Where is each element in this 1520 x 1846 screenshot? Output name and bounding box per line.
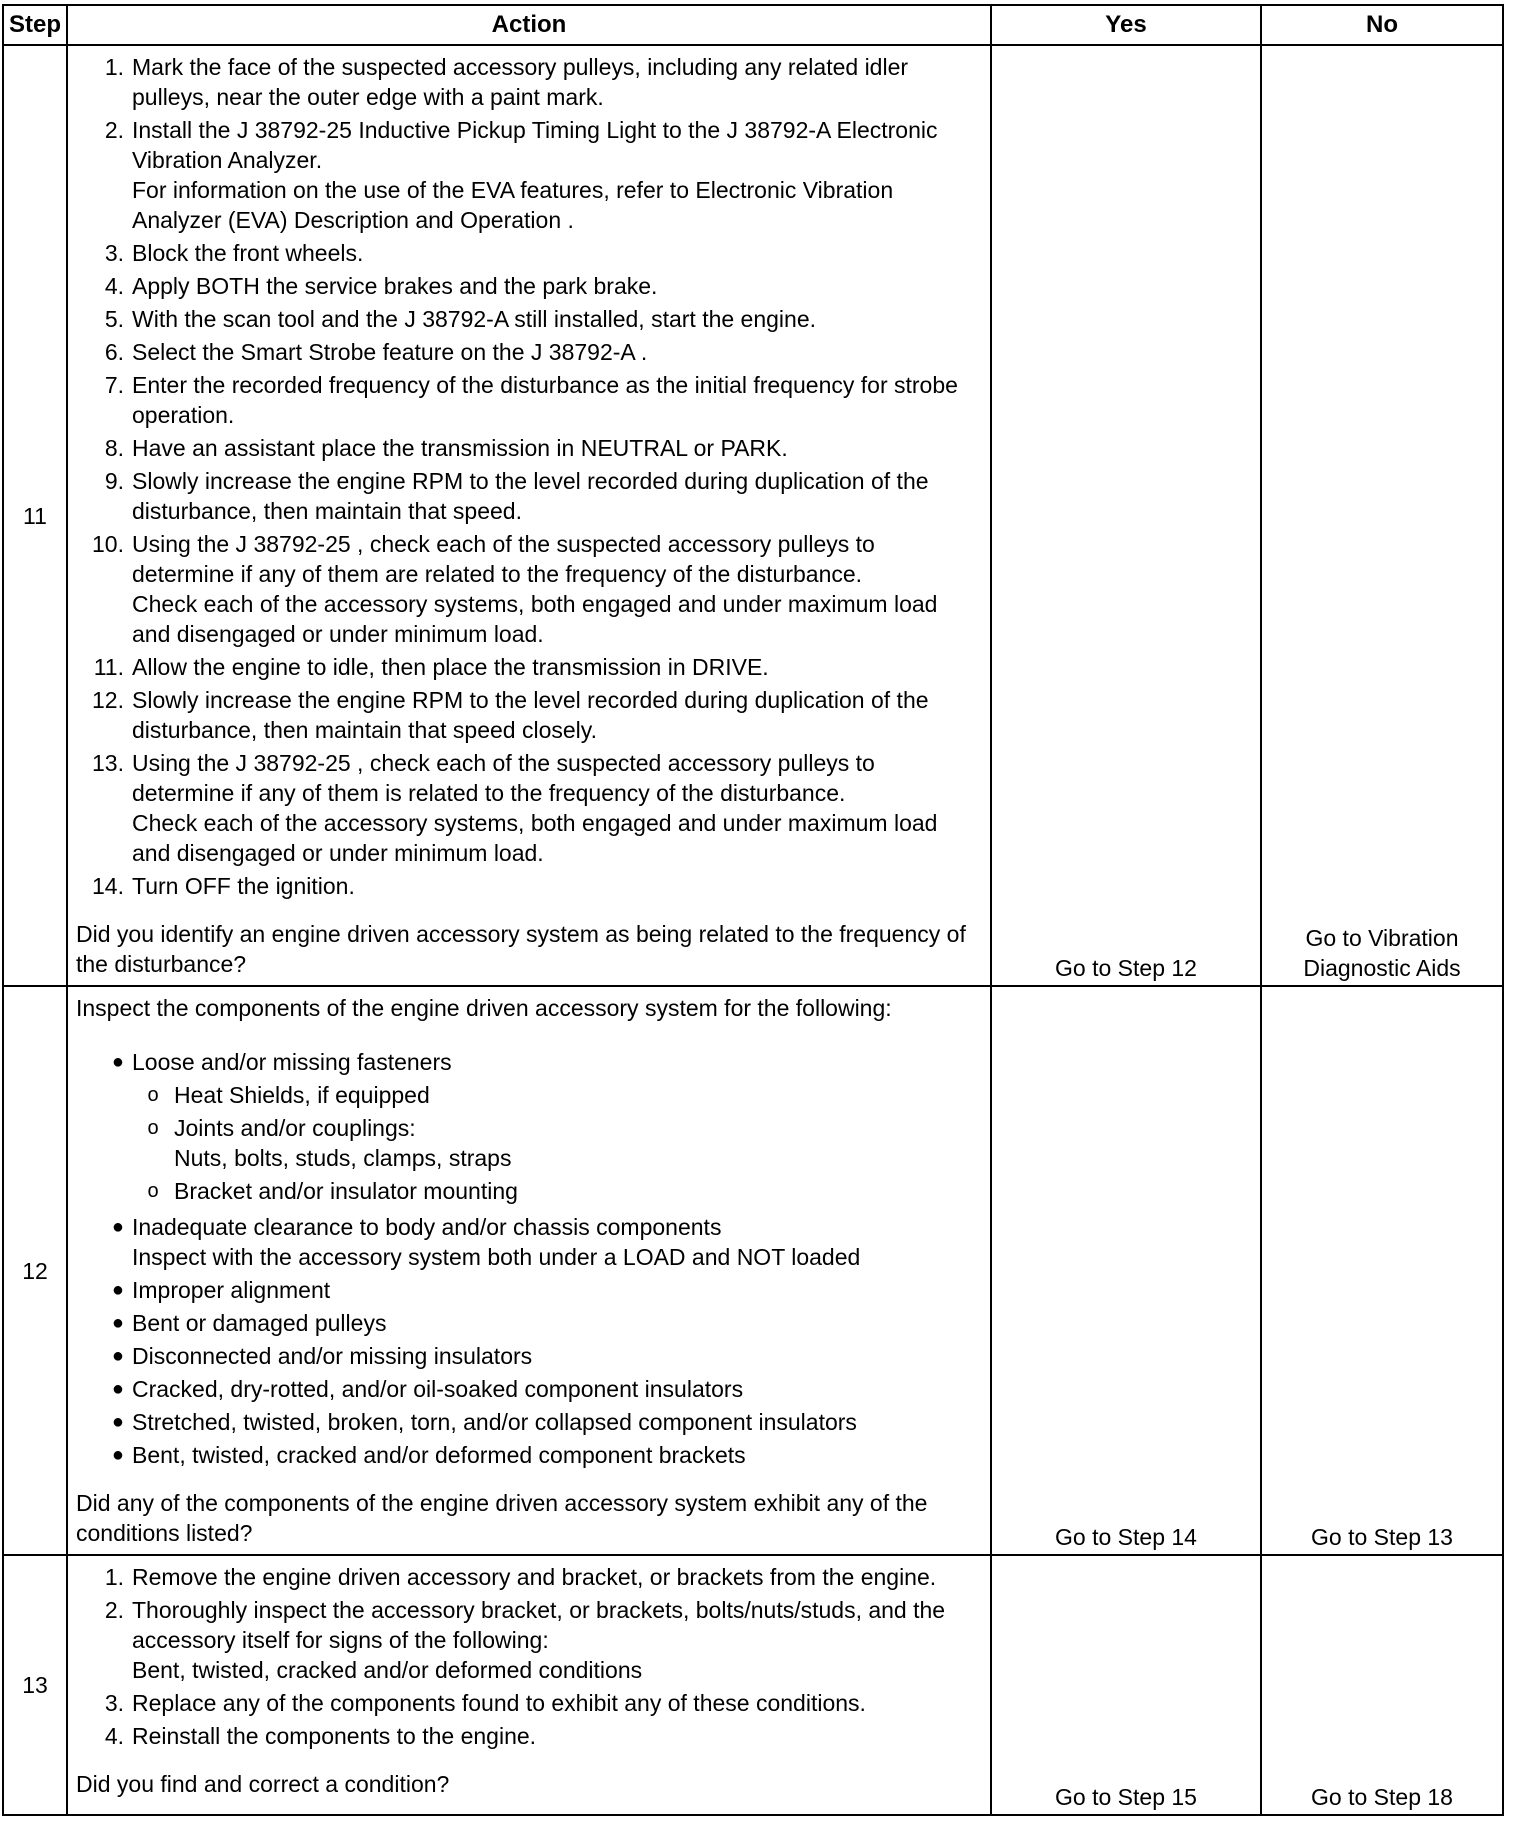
item-text: Enter the recorded frequency of the disturbance as the initial frequency for strobe operation.	[132, 372, 958, 428]
list-item	[76, 652, 976, 682]
list-item	[76, 52, 976, 112]
item-text: Stretched, twisted, broken, torn, and/or collapsed component insulators	[132, 1409, 857, 1435]
list-item	[76, 748, 976, 868]
step-number: 11	[3, 45, 67, 986]
header-step: Step	[3, 5, 67, 45]
sub-list-item	[132, 1113, 976, 1173]
list-item	[76, 1562, 976, 1592]
item-number: 12.	[92, 687, 124, 713]
condition-list	[76, 1047, 976, 1470]
list-item	[76, 685, 976, 745]
item-number: 6.	[104, 339, 124, 365]
item-text: Slowly increase the engine RPM to the level recorded during duplication of the disturbance, then maintain that speed.	[132, 468, 929, 524]
item-note: For information on the use of the EVA features, refer to Electronic Vibration Analyzer (EVA) Description and Operation .	[132, 177, 894, 233]
yes-cell	[991, 1555, 1261, 1815]
item-text: Using the J 38792-25 , check each of the suspected accessory pulleys to determine if any of them are related to the frequency of the disturbance.	[132, 531, 875, 587]
item-number: 2.	[104, 1597, 124, 1623]
list-item	[76, 271, 976, 301]
step-intro: Inspect the components of the engine driven accessory system for the following:	[76, 995, 892, 1021]
list-item	[76, 115, 976, 235]
item-text: Turn OFF the ignition.	[132, 873, 355, 899]
action-cell	[67, 986, 991, 1555]
sub-item-text: Heat Shields, if equipped	[174, 1082, 430, 1108]
no-cell	[1261, 45, 1503, 986]
list-item	[76, 238, 976, 268]
list-item	[76, 1047, 976, 1209]
list-item	[76, 1688, 976, 1718]
item-note: Bent, twisted, cracked and/or deformed conditions	[132, 1657, 643, 1683]
yes-target-link[interactable]: Go to Step 15	[1055, 1784, 1197, 1810]
item-number: 9.	[104, 468, 124, 494]
header-yes: Yes	[991, 5, 1261, 45]
bullet-icon: ●	[111, 1216, 124, 1238]
yes-cell	[991, 45, 1261, 986]
item-text: Reinstall the components to the engine.	[132, 1723, 537, 1749]
list-item	[76, 871, 976, 901]
step-question: Did any of the components of the engine driven accessory system exhibit any of the conditions listed?	[76, 1490, 928, 1546]
sub-list-item	[132, 1080, 976, 1110]
item-text: Remove the engine driven accessory and bracket, or brackets from the engine.	[132, 1564, 937, 1590]
list-item	[76, 1440, 976, 1470]
yes-target-link[interactable]: Go to Step 12	[1055, 955, 1197, 981]
step-number: 13	[3, 1555, 67, 1815]
list-item	[76, 1341, 976, 1371]
list-item	[76, 529, 976, 649]
item-text: Block the front wheels.	[132, 240, 364, 266]
item-note: Check each of the accessory systems, both engaged and under maximum load and disengaged or under minimum load.	[132, 591, 938, 647]
sub-item-text: Joints and/or couplings:	[174, 1115, 416, 1141]
table-row-step-11	[3, 45, 1503, 986]
hollow-bullet-icon: o	[147, 1084, 159, 1106]
list-item	[76, 1721, 976, 1751]
step-number: 12	[3, 986, 67, 1555]
item-number: 2.	[104, 117, 124, 143]
list-item	[76, 304, 976, 334]
item-text: Thoroughly inspect the accessory bracket, or brackets, bolts/nuts/studs, and the accessory itself for signs of the following:	[132, 1597, 946, 1653]
item-text: With the scan tool and the J 38792-A still installed, start the engine.	[132, 306, 817, 332]
list-item	[76, 1407, 976, 1437]
item-number: 8.	[104, 435, 124, 461]
table-row-step-12	[3, 986, 1503, 1555]
item-text: Allow the engine to idle, then place the transmission in DRIVE.	[132, 654, 769, 680]
item-number: 4.	[104, 1723, 124, 1749]
list-item	[76, 370, 976, 430]
item-number: 5.	[104, 306, 124, 332]
header-action: Action	[67, 5, 991, 45]
item-number: 11.	[93, 654, 124, 680]
bullet-icon: ●	[111, 1279, 124, 1301]
item-number: 14.	[92, 873, 124, 899]
list-item	[76, 466, 976, 526]
no-cell	[1261, 1555, 1503, 1815]
item-text: Install the J 38792-25 Inductive Pickup Timing Light to the J 38792-A Electronic Vibration Analyzer.	[132, 117, 938, 173]
item-number: 3.	[104, 1690, 124, 1716]
item-number: 4.	[104, 273, 124, 299]
step-question: Did you find and correct a condition?	[76, 1771, 450, 1797]
action-cell	[67, 1555, 991, 1815]
bullet-icon: ●	[111, 1051, 124, 1073]
no-cell	[1261, 986, 1503, 1555]
item-text: Bent, twisted, cracked and/or deformed component brackets	[132, 1442, 746, 1468]
yes-cell	[991, 986, 1261, 1555]
item-note: Inspect with the accessory system both under a LOAD and NOT loaded	[132, 1244, 861, 1270]
bullet-icon: ●	[111, 1411, 124, 1433]
no-target-link[interactable]: Go to Step 18	[1311, 1784, 1453, 1810]
item-text: Cracked, dry-rotted, and/or oil-soaked component insulators	[132, 1376, 744, 1402]
item-number: 10.	[92, 531, 124, 557]
list-item	[76, 1308, 976, 1338]
hollow-bullet-icon: o	[147, 1117, 159, 1139]
diagnostic-table	[2, 4, 1504, 1816]
item-text: Inadequate clearance to body and/or chassis components	[132, 1214, 722, 1240]
list-item	[76, 1212, 976, 1272]
item-text: Select the Smart Strobe feature on the J 38792-A .	[132, 339, 648, 365]
item-text: Using the J 38792-25 , check each of the suspected accessory pulleys to determine if any of them is related to the frequency of the disturbance.	[132, 750, 875, 806]
no-target-link[interactable]: Go to Vibration	[1305, 925, 1459, 951]
list-item	[76, 433, 976, 463]
item-text: Replace any of the components found to exhibit any of these conditions.	[132, 1690, 866, 1716]
hollow-bullet-icon: o	[147, 1180, 159, 1202]
no-target-link[interactable]: Go to Step 13	[1311, 1524, 1453, 1550]
item-text: Disconnected and/or missing insulators	[132, 1343, 533, 1369]
sub-list-item	[132, 1176, 976, 1206]
sub-item-text: Bracket and/or insulator mounting	[174, 1178, 518, 1204]
item-text: Loose and/or missing fasteners	[132, 1049, 452, 1075]
step-question: Did you identify an engine driven accessory system as being related to the frequency of the disturbance?	[76, 921, 966, 977]
item-number: 1.	[104, 1564, 124, 1590]
item-number: 13.	[92, 750, 124, 776]
item-text: Improper alignment	[132, 1277, 331, 1303]
item-text: Slowly increase the engine RPM to the level recorded during duplication of the disturbance, then maintain that speed closely.	[132, 687, 929, 743]
item-number: 1.	[104, 54, 124, 80]
bullet-icon: ●	[111, 1345, 124, 1367]
item-number: 7.	[104, 372, 124, 398]
item-text: Bent or damaged pulleys	[132, 1310, 387, 1336]
sub-condition-list	[132, 1080, 976, 1206]
bullet-icon: ●	[111, 1312, 124, 1334]
table-row-step-13	[3, 1555, 1503, 1815]
bullet-icon: ●	[111, 1378, 124, 1400]
yes-target-link[interactable]: Go to Step 14	[1055, 1524, 1197, 1550]
no-target-link-line-2[interactable]: Diagnostic Aids	[1303, 955, 1461, 981]
item-text: Have an assistant place the transmission in NEUTRAL or PARK.	[132, 435, 788, 461]
item-note: Check each of the accessory systems, both engaged and under maximum load and disengaged or under minimum load.	[132, 810, 938, 866]
list-item	[76, 1595, 976, 1685]
item-number: 3.	[104, 240, 124, 266]
item-text: Mark the face of the suspected accessory pulleys, including any related idler pulleys, near the outer edge with a paint mark.	[132, 54, 909, 110]
action-steps-list	[76, 1562, 976, 1751]
bullet-icon: ●	[111, 1444, 124, 1466]
table-header-row	[3, 5, 1503, 45]
list-item	[76, 1374, 976, 1404]
list-item	[76, 337, 976, 367]
header-no: No	[1261, 5, 1503, 45]
action-steps-list	[76, 52, 976, 901]
list-item	[76, 1275, 976, 1305]
item-text: Apply BOTH the service brakes and the park brake.	[132, 273, 658, 299]
action-cell	[67, 45, 991, 986]
sub-item-detail: Nuts, bolts, studs, clamps, straps	[174, 1145, 512, 1171]
